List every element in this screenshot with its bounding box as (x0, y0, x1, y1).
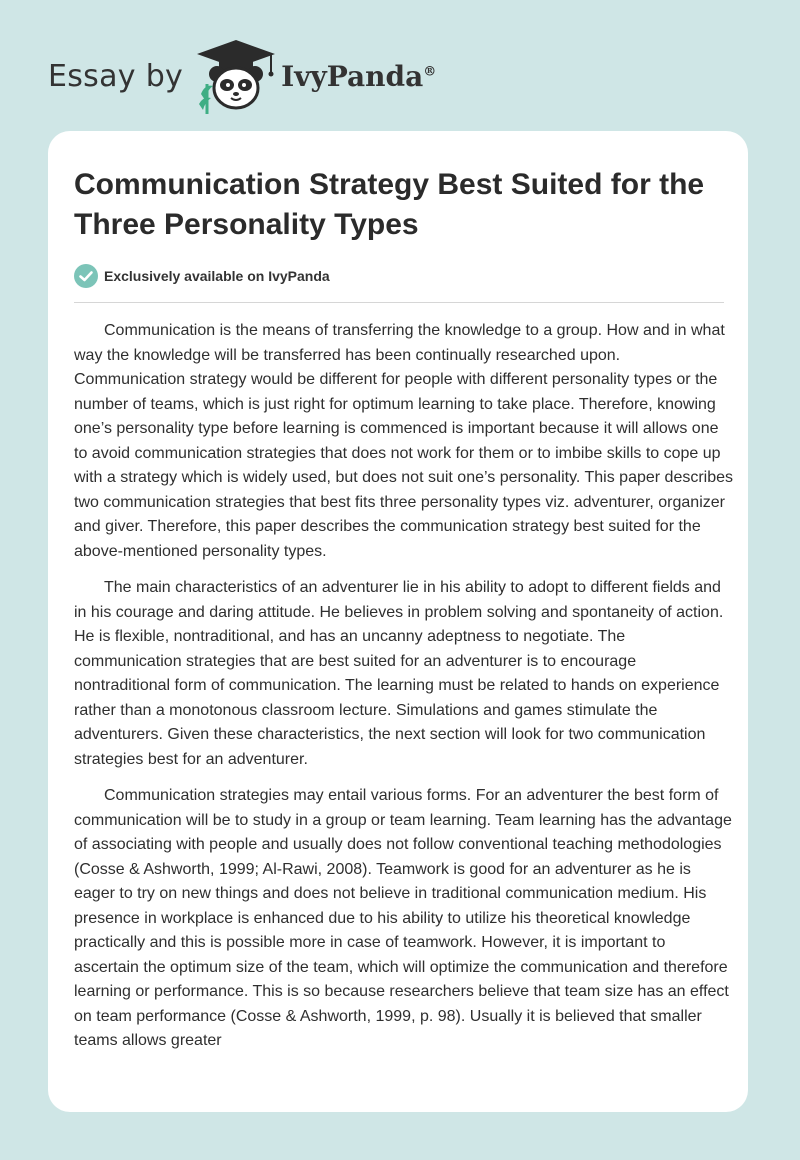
registered-mark: ® (423, 64, 437, 80)
essay-card (48, 131, 748, 1112)
paragraph: Communication strategies may entail various forms. For an adventurer the best form of communication will be to study in a group or team learning. Team learning has the advantage of associating with people and usually does not follow conventional teaching methodologies (Cosse & Ashworth, 1999; Al-Rawi, 2008). Teamwork is good for an adventurer as he is eager to try on new things and does not believe in traditional communication medium. His presence in workplace is enhanced due to his ability to utilize his theoretical knowledge practically and this is possible more in case of teamwork. However, it is important to ascertain the optimum size of the team, which will optimize the communication and therefore learning or performance. This is so because researchers believe that team size has an effect on team performance (Cosse & Ashworth, 1999, p. 98). Usually it is believed that smaller teams allows greater (74, 787, 732, 1049)
brand-text: IvyPanda (281, 59, 424, 93)
essay-title: Communication Strategy Best Suited for the Three Personality Types (74, 168, 705, 241)
site-header (48, 36, 508, 116)
exclusive-badge (74, 264, 330, 288)
essay-by-label: Essay by (48, 58, 184, 94)
paragraph: Communication is the means of transferring the knowledge to a group. How and in what way the knowledge will be transferred has been continually researched upon. Communication strategy would be different for people with different personality types or the number of teams, which is just right for optimum learning to take place. Therefore, knowing one’s personality type before learning is commenced is important because it will allows one to avoid communication strategies that does not work for them or to imbibe skills to cope up with a strategy which is widely used, but does not suit one’s personality. This paper describes two communication strategies that best fits three personality types viz. adventurer, organizer and giver. Therefore, this paper describes the communication strategy best suited for the above-mentioned personality types. (74, 322, 734, 560)
paragraph: The main characteristics of an adventurer lie in his ability to adopt to different fields and in his courage and daring attitude. He believes in problem solving and spontaneity of action. He is flexible, nontraditional, and has an uncanny adeptness to negotiate. The communication strategies that are best suited for an adventurer is to encourage nontraditional form of communication. The learning must be related to hands on experience rather than a monotonous classroom lecture. Simulations and games stimulate the adventurers. Given these characteristics, the next section will look for two communication strategies best for an adventurer. (74, 579, 724, 768)
exclusive-badge-text: Exclusively available on IvyPanda (104, 268, 330, 284)
essay-body (74, 319, 734, 1066)
divider (74, 302, 724, 303)
panda-graduation-cap-icon[interactable] (195, 38, 277, 114)
brand-name[interactable] (281, 60, 436, 93)
check-circle-icon (74, 264, 98, 288)
